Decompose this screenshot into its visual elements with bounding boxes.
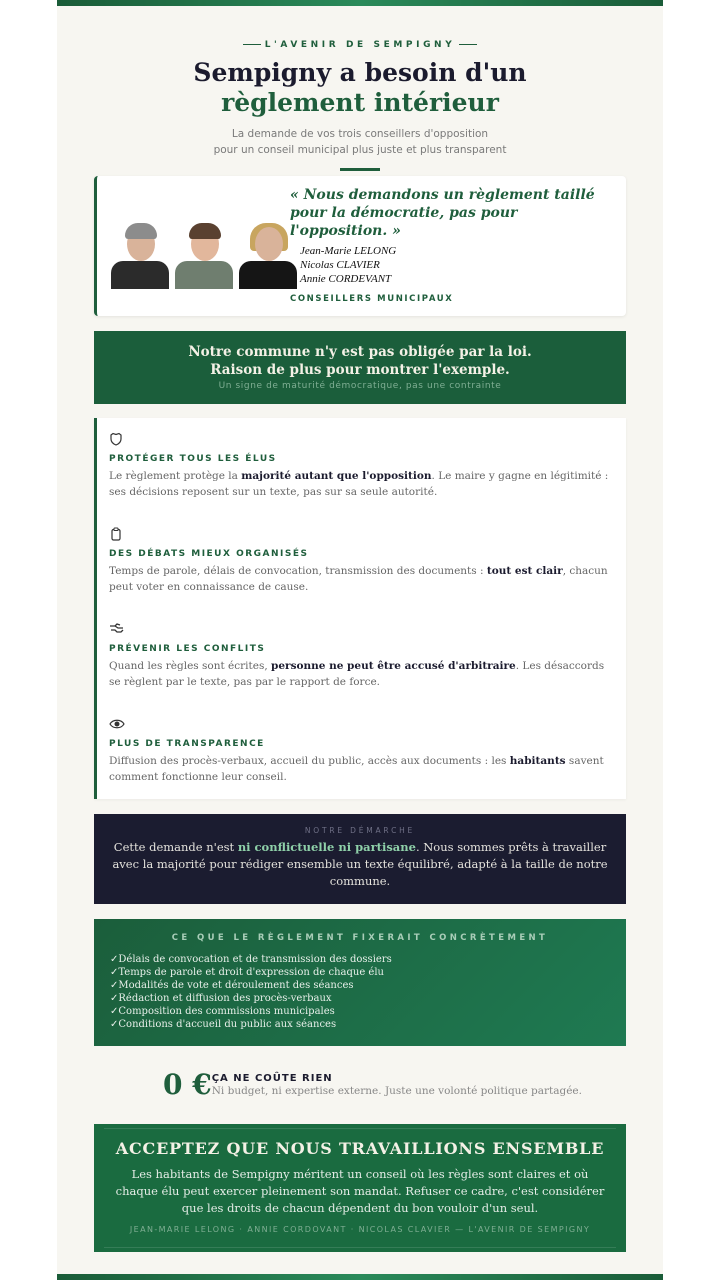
subtitle (57, 126, 663, 158)
benefit-heading: PROTÉGER TOUS LES ÉLUS (109, 454, 277, 464)
check-icon: ✓ (110, 980, 119, 991)
benefit-conflicts (109, 622, 614, 690)
benefit-text: Le règlement protège la majorité autant que l'opposition. Le maire y gagne en légitimité : ses décisions reposent sur un texte, pas sur sa seule autorité. (109, 470, 609, 498)
photo-nicolas-clavier (175, 223, 233, 289)
handshake-icon (109, 622, 614, 640)
law-banner (94, 331, 626, 404)
signer-name: Annie CORDEVANT (300, 273, 392, 285)
kicker-line-right (459, 44, 477, 45)
councillor-photos (111, 223, 297, 289)
law-banner-lead (94, 343, 626, 379)
quote-card (94, 176, 626, 316)
title-line-2: règlement intérieur (221, 87, 499, 117)
cta-divider-bottom (104, 1247, 616, 1248)
check-icon: ✓ (110, 1006, 119, 1017)
cta-signature: JEAN-MARIE LELONG · ANNIE CORDOVANT · NICOLAS CLAVIER — L'AVENIR DE SEMPIGNY (129, 1225, 591, 1234)
benefit-heading: DES DÉBATS MIEUX ORGANISÉS (109, 549, 309, 559)
benefits-list (94, 418, 626, 799)
photo-annie-cordevant (239, 223, 297, 289)
benefit-debates (109, 527, 614, 595)
benefit-text: Diffusion des procès-verbaux, accueil du public, accès aux documents : les habitants savent comment fonctionne leur conseil. (109, 755, 604, 783)
clipboard-icon (109, 527, 614, 545)
header-divider (340, 168, 380, 171)
top-accent-bar (57, 0, 663, 6)
header (57, 30, 663, 171)
approach-text: Cette demande n'est ni conflictuelle ni partisane. Nous sommes prêts à travailler avec la majorité pour rédiger ensemble un texte équilibré, adapté à la taille de notre commune. (112, 840, 608, 888)
rule-item: ✓Modalités de vote et déroulement des séances (110, 980, 354, 991)
photo-jean-marie-lelong (111, 223, 169, 289)
flyer-page (57, 0, 663, 1280)
cost-desc: Ni budget, ni expertise externe. Juste une volonté politique partagée. (211, 1085, 582, 1097)
rules-label: CE QUE LE RÈGLEMENT FIXERAIT CONCRÈTEMENT (171, 933, 549, 943)
approach-box (94, 814, 626, 904)
subtitle-line-1: La demande de vos trois conseillers d'opposition (231, 127, 489, 140)
kicker-line-left (243, 44, 261, 45)
cta-divider-top (104, 1128, 616, 1129)
check-icon: ✓ (110, 993, 119, 1004)
approach-label: NOTRE DÉMARCHE (304, 826, 416, 835)
cost-heading: ÇA NE COÛTE RIEN (211, 1073, 333, 1084)
check-icon: ✓ (110, 967, 119, 978)
rules-box (94, 919, 626, 1046)
law-banner-sub: Un signe de maturité démocratique, pas une contrainte (218, 381, 502, 391)
check-icon: ✓ (110, 1019, 119, 1030)
benefit-text: Temps de parole, délais de convocation, transmission des documents : tout est clair, chacun peut voter en connaissance de cause. (109, 565, 608, 593)
law-banner-line-1: Notre commune n'y est pas obligée par la loi. (188, 344, 532, 360)
rule-item: ✓Composition des commissions municipales (110, 1006, 335, 1017)
cost-callout (163, 1068, 582, 1102)
page-title (57, 58, 663, 118)
role-label: CONSEILLERS MUNICIPAUX (290, 294, 454, 304)
rule-item: ✓Rédaction et diffusion des procès-verbaux (110, 993, 332, 1004)
cta-text: Les habitants de Sempigny méritent un conseil où les règles sont claires et où chaque élu peut exercer pleinement son mandat. Refuser ce cadre, c'est considérer que les droits de chacun dépendent du bon vouloir d'un seul. (115, 1167, 605, 1215)
cost-amount: 0 € (163, 1068, 212, 1101)
eye-icon (109, 717, 614, 735)
rule-item: ✓Temps de parole et droit d'expression de chaque élu (110, 967, 384, 978)
cost-info (212, 1073, 582, 1097)
benefit-heading: PRÉVENIR LES CONFLITS (109, 644, 266, 654)
benefit-transparency (109, 717, 614, 785)
title-line-1: Sempigny a besoin d'un (193, 57, 527, 87)
rule-item: ✓Conditions d'accueil du public aux séances (110, 1019, 337, 1030)
signers-list (300, 244, 396, 286)
law-banner-line-2: Raison de plus pour montrer l'exemple. (210, 362, 510, 378)
cta-title: ACCEPTEZ QUE NOUS TRAVAILLIONS ENSEMBLE (115, 1139, 605, 1158)
signer-name: Nicolas CLAVIER (300, 259, 380, 271)
signer-name: Jean-Marie LELONG (300, 245, 397, 257)
benefit-text: Quand les règles sont écrites, personne ne peut être accusé d'arbitraire. Les désaccords se règlent par le texte, pas par le rapport de force. (109, 660, 605, 688)
kicker-text: L'AVENIR DE SEMPIGNY (264, 39, 456, 50)
cta-box (94, 1124, 626, 1252)
kicker (243, 40, 478, 50)
subtitle-line-2: pour un conseil municipal plus juste et plus transparent (213, 143, 507, 156)
rule-item: ✓Délais de convocation et de transmission des dossiers (110, 954, 392, 965)
check-icon: ✓ (110, 954, 119, 965)
benefit-heading: PLUS DE TRANSPARENCE (109, 739, 265, 749)
quote-text: « Nous demandons un règlement taillé pour la démocratie, pas pour l'opposition. » (290, 187, 595, 239)
shield-icon (109, 432, 614, 450)
benefit-protect (109, 432, 614, 500)
rules-list (110, 953, 610, 1031)
bottom-accent-bar (57, 1274, 663, 1280)
